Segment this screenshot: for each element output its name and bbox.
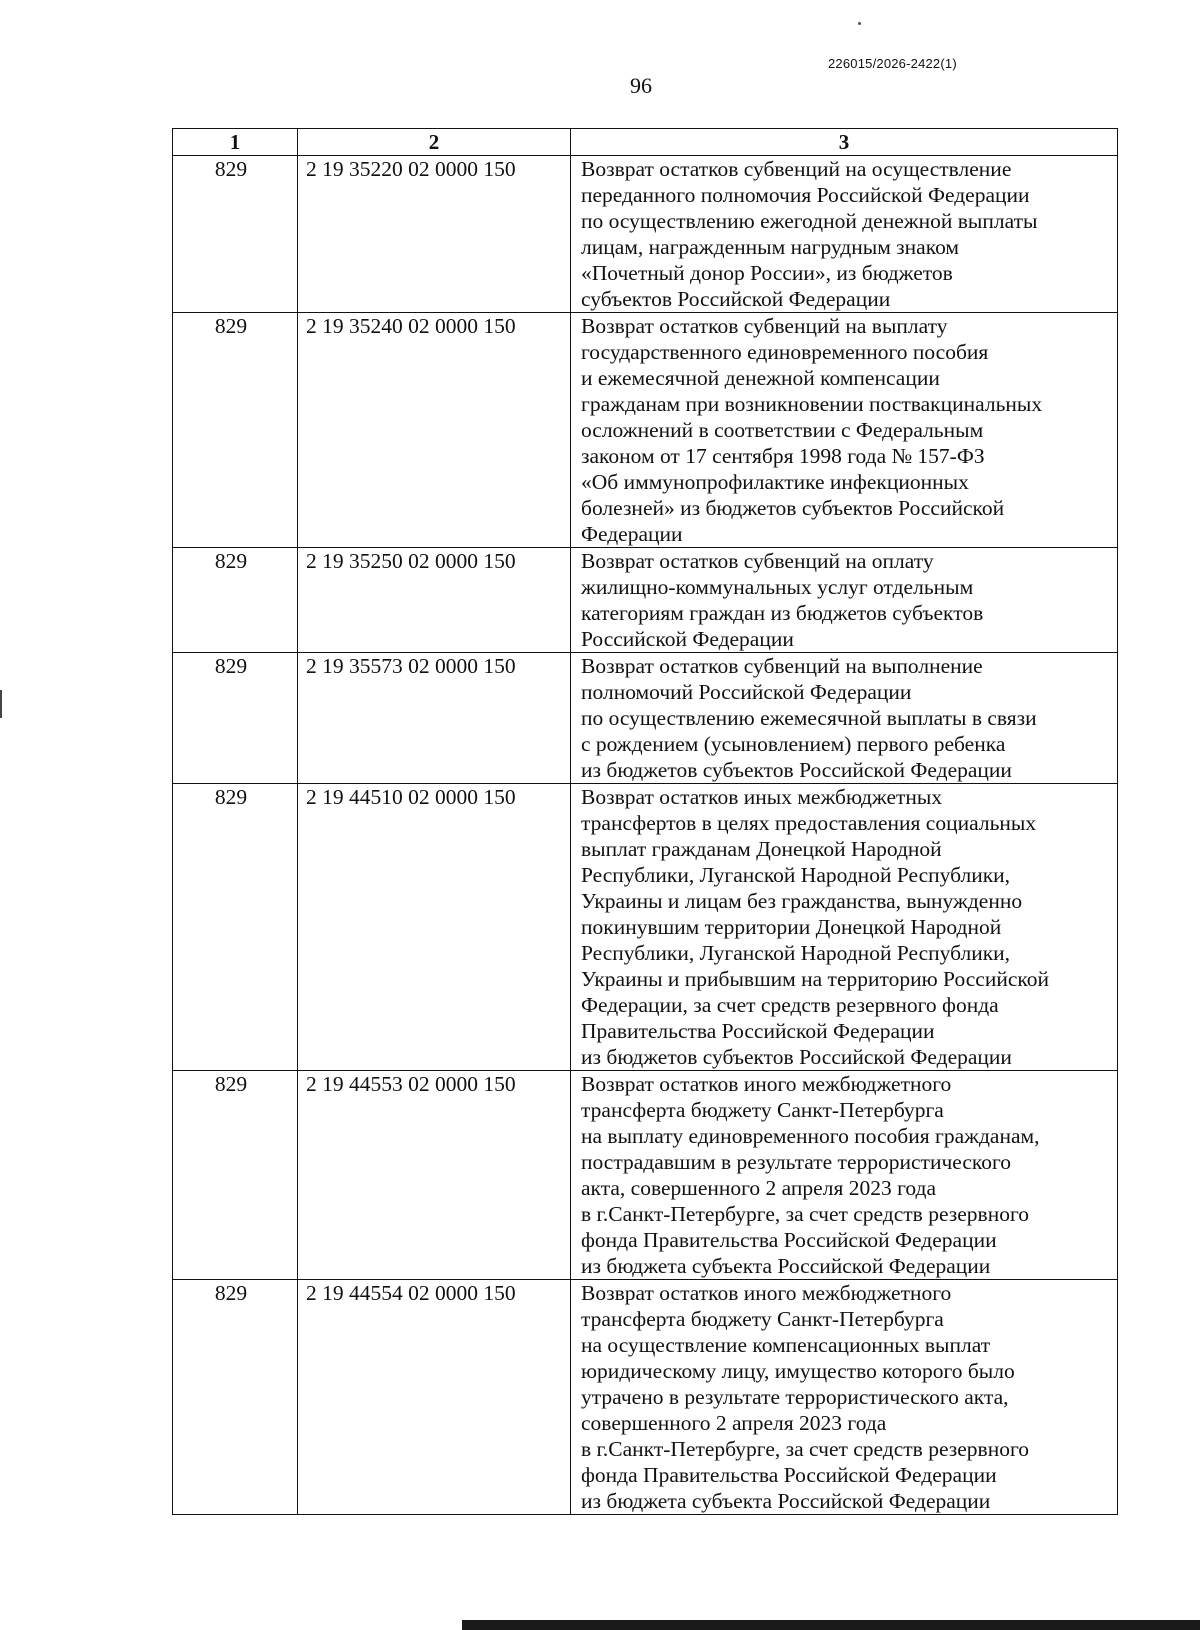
budget-code-cell: 2 19 35220 02 0000 150 xyxy=(298,156,571,313)
income-name-line: Правительства Российской Федерации xyxy=(581,1019,935,1043)
income-name-cell xyxy=(571,156,1118,313)
income-name-line: «Почетный донор России», из бюджетов xyxy=(581,261,953,285)
income-name-line: Возврат остатков иного межбюджетного xyxy=(581,1072,952,1096)
income-name-line: совершенного 2 апреля 2023 года xyxy=(581,1411,887,1435)
budget-code-cell: 2 19 35250 02 0000 150 xyxy=(298,548,571,653)
income-name-line: жилищно-коммунальных услуг отдельным xyxy=(581,575,974,599)
admin-code-cell: 829 xyxy=(173,313,298,548)
income-name-line: Возврат остатков субвенций на оплату xyxy=(581,549,934,573)
income-name-line: государственного единовременного пособия xyxy=(581,340,989,364)
income-name-line: субъектов Российской Федерации xyxy=(581,287,891,311)
table-row xyxy=(173,548,1118,653)
income-name-line: Возврат остатков субвенций на осуществление xyxy=(581,157,1012,181)
income-name-line: Республики, Луганской Народной Республики, xyxy=(581,863,1011,887)
income-name-line: законом от 17 сентября 1998 года № 157-ФЗ xyxy=(581,444,985,468)
admin-code-cell: 829 xyxy=(173,1071,298,1280)
income-name-line: осложнений в соответствии с Федеральным xyxy=(581,418,984,442)
income-name-line: акта, совершенного 2 апреля 2023 года xyxy=(581,1176,936,1200)
income-name-line: по осуществлению ежегодной денежной выплаты xyxy=(581,209,1038,233)
admin-code-cell: 829 xyxy=(173,784,298,1071)
income-name-line: Республики, Луганской Народной Республики, xyxy=(581,941,1011,965)
income-name-line: фонда Правительства Российской Федерации xyxy=(581,1228,997,1252)
table-body xyxy=(173,156,1118,1515)
income-name-line: Федерации xyxy=(581,522,683,546)
budget-code-cell: 2 19 35240 02 0000 150 xyxy=(298,313,571,548)
income-name-line: трансферта бюджету Санкт-Петербурга xyxy=(581,1307,944,1331)
income-name-line: юридическому лицу, имущество которого было xyxy=(581,1359,1015,1383)
scan-bottom-edge xyxy=(462,1620,1200,1630)
income-name-cell xyxy=(571,1071,1118,1280)
income-name-line: из бюджетов субъектов Российской Федерации xyxy=(581,1045,1012,1069)
income-name-cell xyxy=(571,653,1118,784)
budget-code-cell: 2 19 44510 02 0000 150 xyxy=(298,784,571,1071)
income-name-line: в г.Санкт-Петербурге, за счет средств резервного xyxy=(581,1202,1029,1226)
income-name-cell xyxy=(571,784,1118,1071)
table-row xyxy=(173,1071,1118,1280)
admin-code-cell: 829 xyxy=(173,1280,298,1515)
column-header-2: 2 xyxy=(298,129,571,156)
table-row xyxy=(173,784,1118,1071)
table-header-row xyxy=(173,129,1118,156)
income-name-cell xyxy=(571,548,1118,653)
income-name-line: из бюджетов субъектов Российской Федерации xyxy=(581,758,1012,782)
income-name-line: Возврат остатков иного межбюджетного xyxy=(581,1281,952,1305)
income-name-line: Возврат остатков иных межбюджетных xyxy=(581,785,943,809)
income-name-line: болезней» из бюджетов субъектов Российской xyxy=(581,496,1005,520)
income-name-line: категориям граждан из бюджетов субъектов xyxy=(581,601,984,625)
document-id: 226015/2026-2422(1) xyxy=(828,56,957,71)
table-row xyxy=(173,313,1118,548)
budget-code-cell: 2 19 44553 02 0000 150 xyxy=(298,1071,571,1280)
income-name-line: на выплату единовременного пособия гражданам, xyxy=(581,1124,1040,1148)
income-name-line: переданного полномочия Российской Федерации xyxy=(581,183,1030,207)
income-name-line: утрачено в результате террористического акта, xyxy=(581,1385,1009,1409)
budget-classification-table xyxy=(172,128,1118,1515)
income-name-line: Украины и лицам без гражданства, вынужденно xyxy=(581,889,1023,913)
income-name-cell xyxy=(571,1280,1118,1515)
table-row xyxy=(173,156,1118,313)
income-name-line: полномочий Российской Федерации xyxy=(581,680,912,704)
admin-code-cell: 829 xyxy=(173,548,298,653)
income-name-line: в г.Санкт-Петербурге, за счет средств резервного xyxy=(581,1437,1029,1461)
admin-code-cell: 829 xyxy=(173,156,298,313)
income-name-line: Украины и прибывшим на территорию Российской xyxy=(581,967,1050,991)
income-name-line: и ежемесячной денежной компенсации xyxy=(581,366,940,390)
column-header-1: 1 xyxy=(173,129,298,156)
income-name-line: лицам, награжденным нагрудным знаком xyxy=(581,235,960,259)
income-name-line: Федерации, за счет средств резервного фонда xyxy=(581,993,999,1017)
table-row xyxy=(173,653,1118,784)
income-name-line: из бюджета субъекта Российской Федерации xyxy=(581,1254,991,1278)
budget-code-cell: 2 19 35573 02 0000 150 xyxy=(298,653,571,784)
income-name-line: гражданам при возникновении поствакцинальных xyxy=(581,392,1043,416)
income-name-line: по осуществлению ежемесячной выплаты в связи xyxy=(581,706,1037,730)
page-number: 96 xyxy=(630,73,652,98)
admin-code-cell: 829 xyxy=(173,653,298,784)
income-name-line: трансфертов в целях предоставления социальных xyxy=(581,811,1037,835)
income-name-line: Российской Федерации xyxy=(581,627,794,651)
income-name-line: на осуществление компенсационных выплат xyxy=(581,1333,991,1357)
income-name-line: фонда Правительства Российской Федерации xyxy=(581,1463,997,1487)
income-name-line: выплат гражданам Донецкой Народной xyxy=(581,837,942,861)
income-name-cell xyxy=(571,313,1118,548)
column-header-3: 3 xyxy=(571,129,1118,156)
income-name-line: покинувшим территории Донецкой Народной xyxy=(581,915,1002,939)
income-name-line: с рождением (усыновлением) первого ребенка xyxy=(581,732,1006,756)
table-row xyxy=(173,1280,1118,1515)
income-name-line: Возврат остатков субвенций на выполнение xyxy=(581,654,983,678)
scan-margin-mark xyxy=(0,690,8,718)
income-name-line: «Об иммунопрофилактике инфекционных xyxy=(581,470,969,494)
income-name-line: трансферта бюджету Санкт-Петербурга xyxy=(581,1098,944,1122)
scan-speck xyxy=(858,22,861,25)
income-name-line: пострадавшим в результате террористического xyxy=(581,1150,1012,1174)
income-name-line: из бюджета субъекта Российской Федерации xyxy=(581,1489,991,1513)
income-name-line: Возврат остатков субвенций на выплату xyxy=(581,314,948,338)
budget-code-cell: 2 19 44554 02 0000 150 xyxy=(298,1280,571,1515)
